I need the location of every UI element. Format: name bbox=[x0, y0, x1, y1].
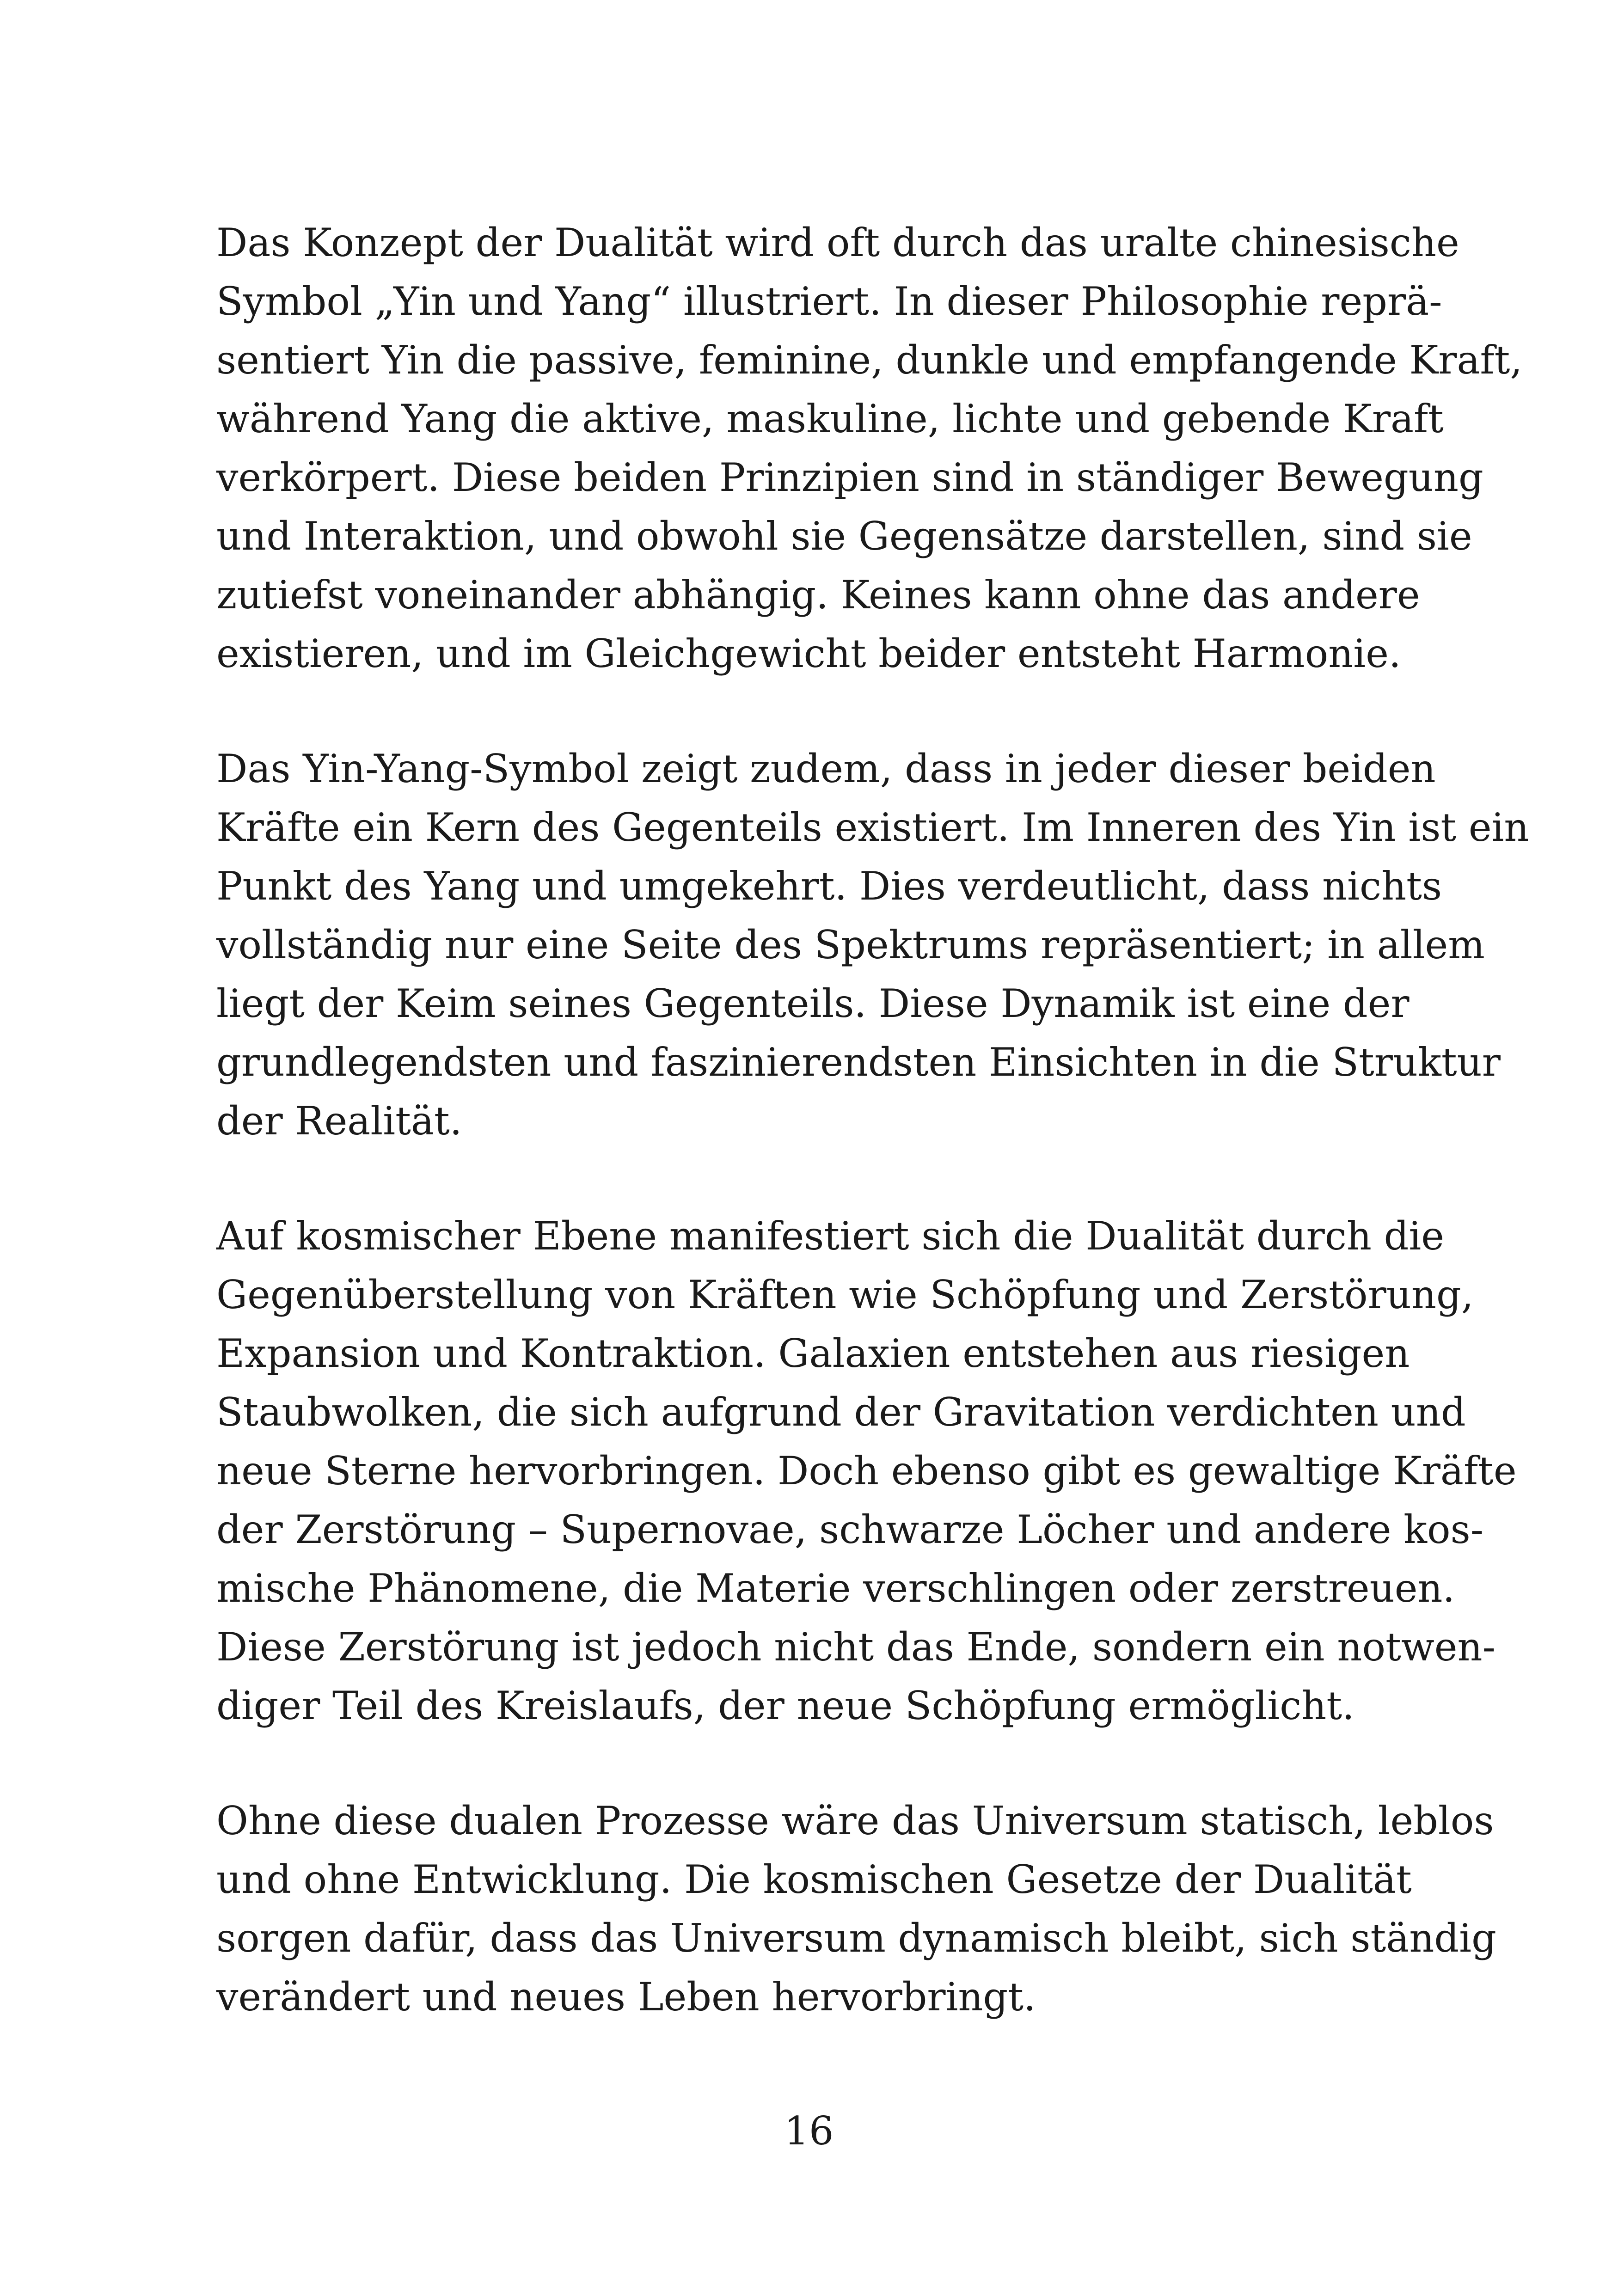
text-line: sentiert Yin die passive, feminine, dunkle und empfangende Kraft, bbox=[216, 337, 1523, 383]
text-line: und ohne Entwicklung. Die kosmischen Gesetze der Dualität bbox=[216, 1857, 1412, 1902]
text-line: grundlegendsten und faszinierendsten Einsichten in die Struktur bbox=[216, 1040, 1501, 1085]
text-line: mische Phänomene, die Materie verschlingen oder zerstreuen. bbox=[216, 1566, 1455, 1611]
text-line: Symbol „Yin und Yang“ illustriert. In dieser Philosophie reprä- bbox=[216, 279, 1442, 324]
text-line: der Realität. bbox=[216, 1098, 462, 1144]
paragraph bbox=[216, 214, 1523, 683]
text-line: Auf kosmischer Ebene manifestiert sich die Dualität durch die bbox=[216, 1213, 1444, 1259]
text-line: Staubwolken, die sich aufgrund der Gravitation verdichten und bbox=[216, 1390, 1466, 1435]
text-line: existieren, und im Gleichgewicht beider entsteht Harmonie. bbox=[216, 631, 1401, 676]
text-line: während Yang die aktive, maskuline, lichte und gebende Kraft bbox=[216, 396, 1444, 441]
paragraph bbox=[216, 740, 1529, 1151]
text-line: Gegenüberstellung von Kräften wie Schöpfung und Zerstörung, bbox=[216, 1272, 1474, 1317]
text-line: Diese Zerstörung ist jedoch nicht das Ende, sondern ein notwen- bbox=[216, 1624, 1495, 1670]
paragraph bbox=[216, 1207, 1517, 1735]
text-line: zutiefst voneinander abhängig. Keines kann ohne das andere bbox=[216, 572, 1420, 618]
text-line: neue Sterne hervorbringen. Doch ebenso gibt es gewaltige Kräfte bbox=[216, 1448, 1517, 1494]
text-line: Das Konzept der Dualität wird oft durch das uralte chinesische bbox=[216, 220, 1459, 265]
text-line: und Interaktion, und obwohl sie Gegensätze darstellen, sind sie bbox=[216, 514, 1472, 559]
text-line: Ohne diese dualen Prozesse wäre das Universum statisch, leblos bbox=[216, 1798, 1494, 1843]
text-line: Kräfte ein Kern des Gegenteils existiert. Im Inneren des Yin ist ein bbox=[216, 805, 1529, 850]
text-line: verkörpert. Diese beiden Prinzipien sind in ständiger Bewegung bbox=[216, 455, 1483, 500]
text-line: Punkt des Yang und umgekehrt. Dies verdeutlicht, dass nichts bbox=[216, 863, 1442, 909]
page-number: 16 bbox=[784, 2108, 834, 2154]
text-line: Das Yin-Yang-Symbol zeigt zudem, dass in jeder dieser beiden bbox=[216, 746, 1436, 791]
page-body bbox=[216, 214, 1529, 2083]
text-line: verändert und neues Leben hervorbringt. bbox=[216, 1974, 1036, 2020]
text-line: liegt der Keim seines Gegenteils. Diese Dynamik ist eine der bbox=[216, 981, 1410, 1026]
text-line: der Zerstörung – Supernovae, schwarze Löcher und andere kos- bbox=[216, 1507, 1484, 1552]
text-line: Expansion und Kontraktion. Galaxien entstehen aus riesigen bbox=[216, 1331, 1410, 1376]
paragraph bbox=[216, 1792, 1496, 2027]
text-line: sorgen dafür, dass das Universum dynamisch bleibt, sich ständig bbox=[216, 1916, 1496, 1961]
text-line: vollständig nur eine Seite des Spektrums repräsentiert; in allem bbox=[216, 922, 1485, 967]
text-line: diger Teil des Kreislaufs, der neue Schöpfung ermöglicht. bbox=[216, 1683, 1354, 1728]
